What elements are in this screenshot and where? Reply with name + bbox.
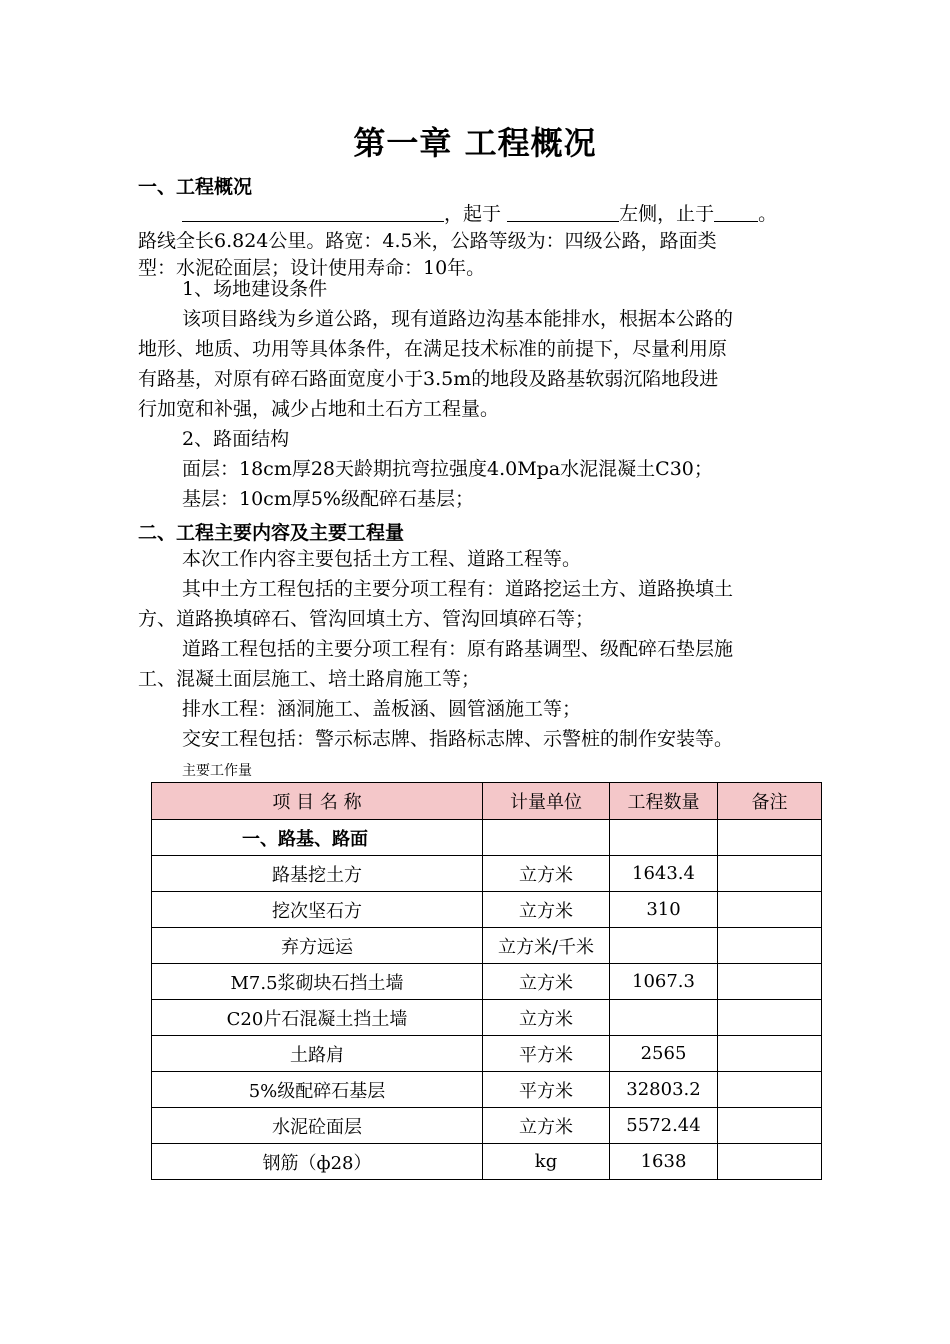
table-row: [152, 1072, 822, 1108]
site-conditions-line-1: 该项目路线为乡道公路，现有道路边沟基本能排水，根据本公路的: [182, 308, 734, 330]
cell-unit: 立方米: [483, 1108, 610, 1144]
table-row: [152, 964, 822, 1000]
works-paragraph-1: 本次工作内容主要包括土方工程、道路工程等。: [182, 548, 582, 570]
table-row: [152, 1108, 822, 1144]
table-row: [152, 928, 822, 964]
pavement-base-layer: 基层：10cm厚5%级配碎石基层；: [182, 488, 474, 510]
table-caption: 主要工作量: [182, 763, 252, 779]
cell-remarks: [718, 1000, 822, 1036]
header-quantity: 工程数量: [610, 783, 718, 820]
blank-start-point: [507, 201, 619, 222]
subheading-site-conditions: 1、场地建设条件: [182, 278, 328, 300]
cell-unit: 平方米: [483, 1072, 610, 1108]
blank-road-name: [182, 201, 444, 222]
table-row: [152, 1144, 822, 1180]
works-paragraph-3-line-2: 工、混凝土面层施工、培土路肩施工等；: [138, 668, 481, 690]
table-cell: [483, 820, 610, 856]
table-header-row: [152, 783, 822, 820]
cell-remarks: [718, 1144, 822, 1180]
cell-remarks: [718, 1108, 822, 1144]
end-mark: 。: [758, 203, 778, 225]
cell-item-name: C20片石混凝土挡土墙: [152, 1000, 483, 1036]
works-paragraph-3-line-1: 道路工程包括的主要分项工程有：原有路基调型、级配碎石垫层施: [182, 638, 734, 660]
cell-remarks: [718, 928, 822, 964]
intro-line-1: [182, 199, 838, 229]
cell-item-name: 土路肩: [152, 1036, 483, 1072]
cell-unit: 立方米: [483, 1000, 610, 1036]
cell-remarks: [718, 964, 822, 1000]
cell-item-name: 水泥砼面层: [152, 1108, 483, 1144]
header-remarks: 备注: [718, 783, 822, 820]
table-section-row: [152, 820, 822, 856]
cell-item-name: 钢筋（ф28）: [152, 1144, 483, 1180]
section-heading-main-works: 二、工程主要内容及主要工程量: [138, 522, 405, 544]
cell-quantity: 32803.2: [610, 1072, 718, 1108]
cell-item-name: 5%级配碎石基层: [152, 1072, 483, 1108]
table-cell: [610, 820, 718, 856]
site-conditions-line-4: 行加宽和补强，减少占地和土石方工程量。: [138, 398, 500, 420]
blank-end-point: [714, 201, 758, 222]
works-paragraph-2-line-1: 其中土方工程包括的主要分项工程有：道路挖运土方、道路换填土: [182, 578, 734, 600]
header-unit: 计量单位: [483, 783, 610, 820]
cell-quantity: [610, 1000, 718, 1036]
cell-remarks: [718, 856, 822, 892]
section-label: 一、路基、路面: [152, 820, 483, 856]
cell-item-name: 挖次坚石方: [152, 892, 483, 928]
table-row: [152, 1000, 822, 1036]
left-label: 左侧，止于: [619, 203, 715, 225]
table-cell: [718, 820, 822, 856]
chapter-title: 第一章 工程概况: [353, 124, 597, 162]
works-paragraph-4: 排水工程：涵洞施工、盖板涵、圆管涵施工等；: [182, 698, 582, 720]
table-row: [152, 892, 822, 928]
cell-item-name: 弃方远运: [152, 928, 483, 964]
cell-unit: 立方米: [483, 892, 610, 928]
cell-quantity: 2565: [610, 1036, 718, 1072]
cell-item-name: 路基挖土方: [152, 856, 483, 892]
site-conditions-line-2: 地形、地质、功用等具体条件，在满足技术标准的前提下，尽量利用原: [138, 338, 728, 360]
cell-unit: kg: [483, 1144, 610, 1180]
site-conditions-line-3: 有路基，对原有碎石路面宽度小于3.5m的地段及路基软弱沉陷地段进: [138, 368, 719, 390]
table-row: [152, 856, 822, 892]
cell-remarks: [718, 1072, 822, 1108]
pavement-surface-layer: 面层：18cm厚28天龄期抗弯拉强度4.0Mpa水泥混凝土C30；: [182, 458, 713, 480]
from-label: ，起于: [444, 203, 502, 225]
quantities-table: [151, 782, 822, 1180]
intro-line-2: 路线全长6.824公里。路宽：4.5米，公路等级为：四级公路，路面类: [138, 230, 717, 252]
subheading-pavement-structure: 2、路面结构: [182, 428, 290, 450]
intro-line-3: 型：水泥砼面层；设计使用寿命：10年。: [138, 257, 486, 279]
cell-quantity: [610, 928, 718, 964]
cell-remarks: [718, 892, 822, 928]
cell-quantity: 310: [610, 892, 718, 928]
cell-quantity: 1067.3: [610, 964, 718, 1000]
cell-unit: 立方米: [483, 856, 610, 892]
cell-unit: 立方米/千米: [483, 928, 610, 964]
header-item-name: 项 目 名 称: [152, 783, 483, 820]
works-paragraph-5: 交安工程包括：警示标志牌、指路标志牌、示警桩的制作安装等。: [182, 728, 734, 750]
cell-unit: 平方米: [483, 1036, 610, 1072]
cell-quantity: 1643.4: [610, 856, 718, 892]
cell-item-name: M7.5浆砌块石挡土墙: [152, 964, 483, 1000]
cell-quantity: 1638: [610, 1144, 718, 1180]
cell-remarks: [718, 1036, 822, 1072]
section-heading-overview: 一、工程概况: [138, 176, 253, 198]
table-row: [152, 1036, 822, 1072]
works-paragraph-2-line-2: 方、道路换填碎石、管沟回填土方、管沟回填碎石等；: [138, 608, 595, 630]
cell-quantity: 5572.44: [610, 1108, 718, 1144]
cell-unit: 立方米: [483, 964, 610, 1000]
